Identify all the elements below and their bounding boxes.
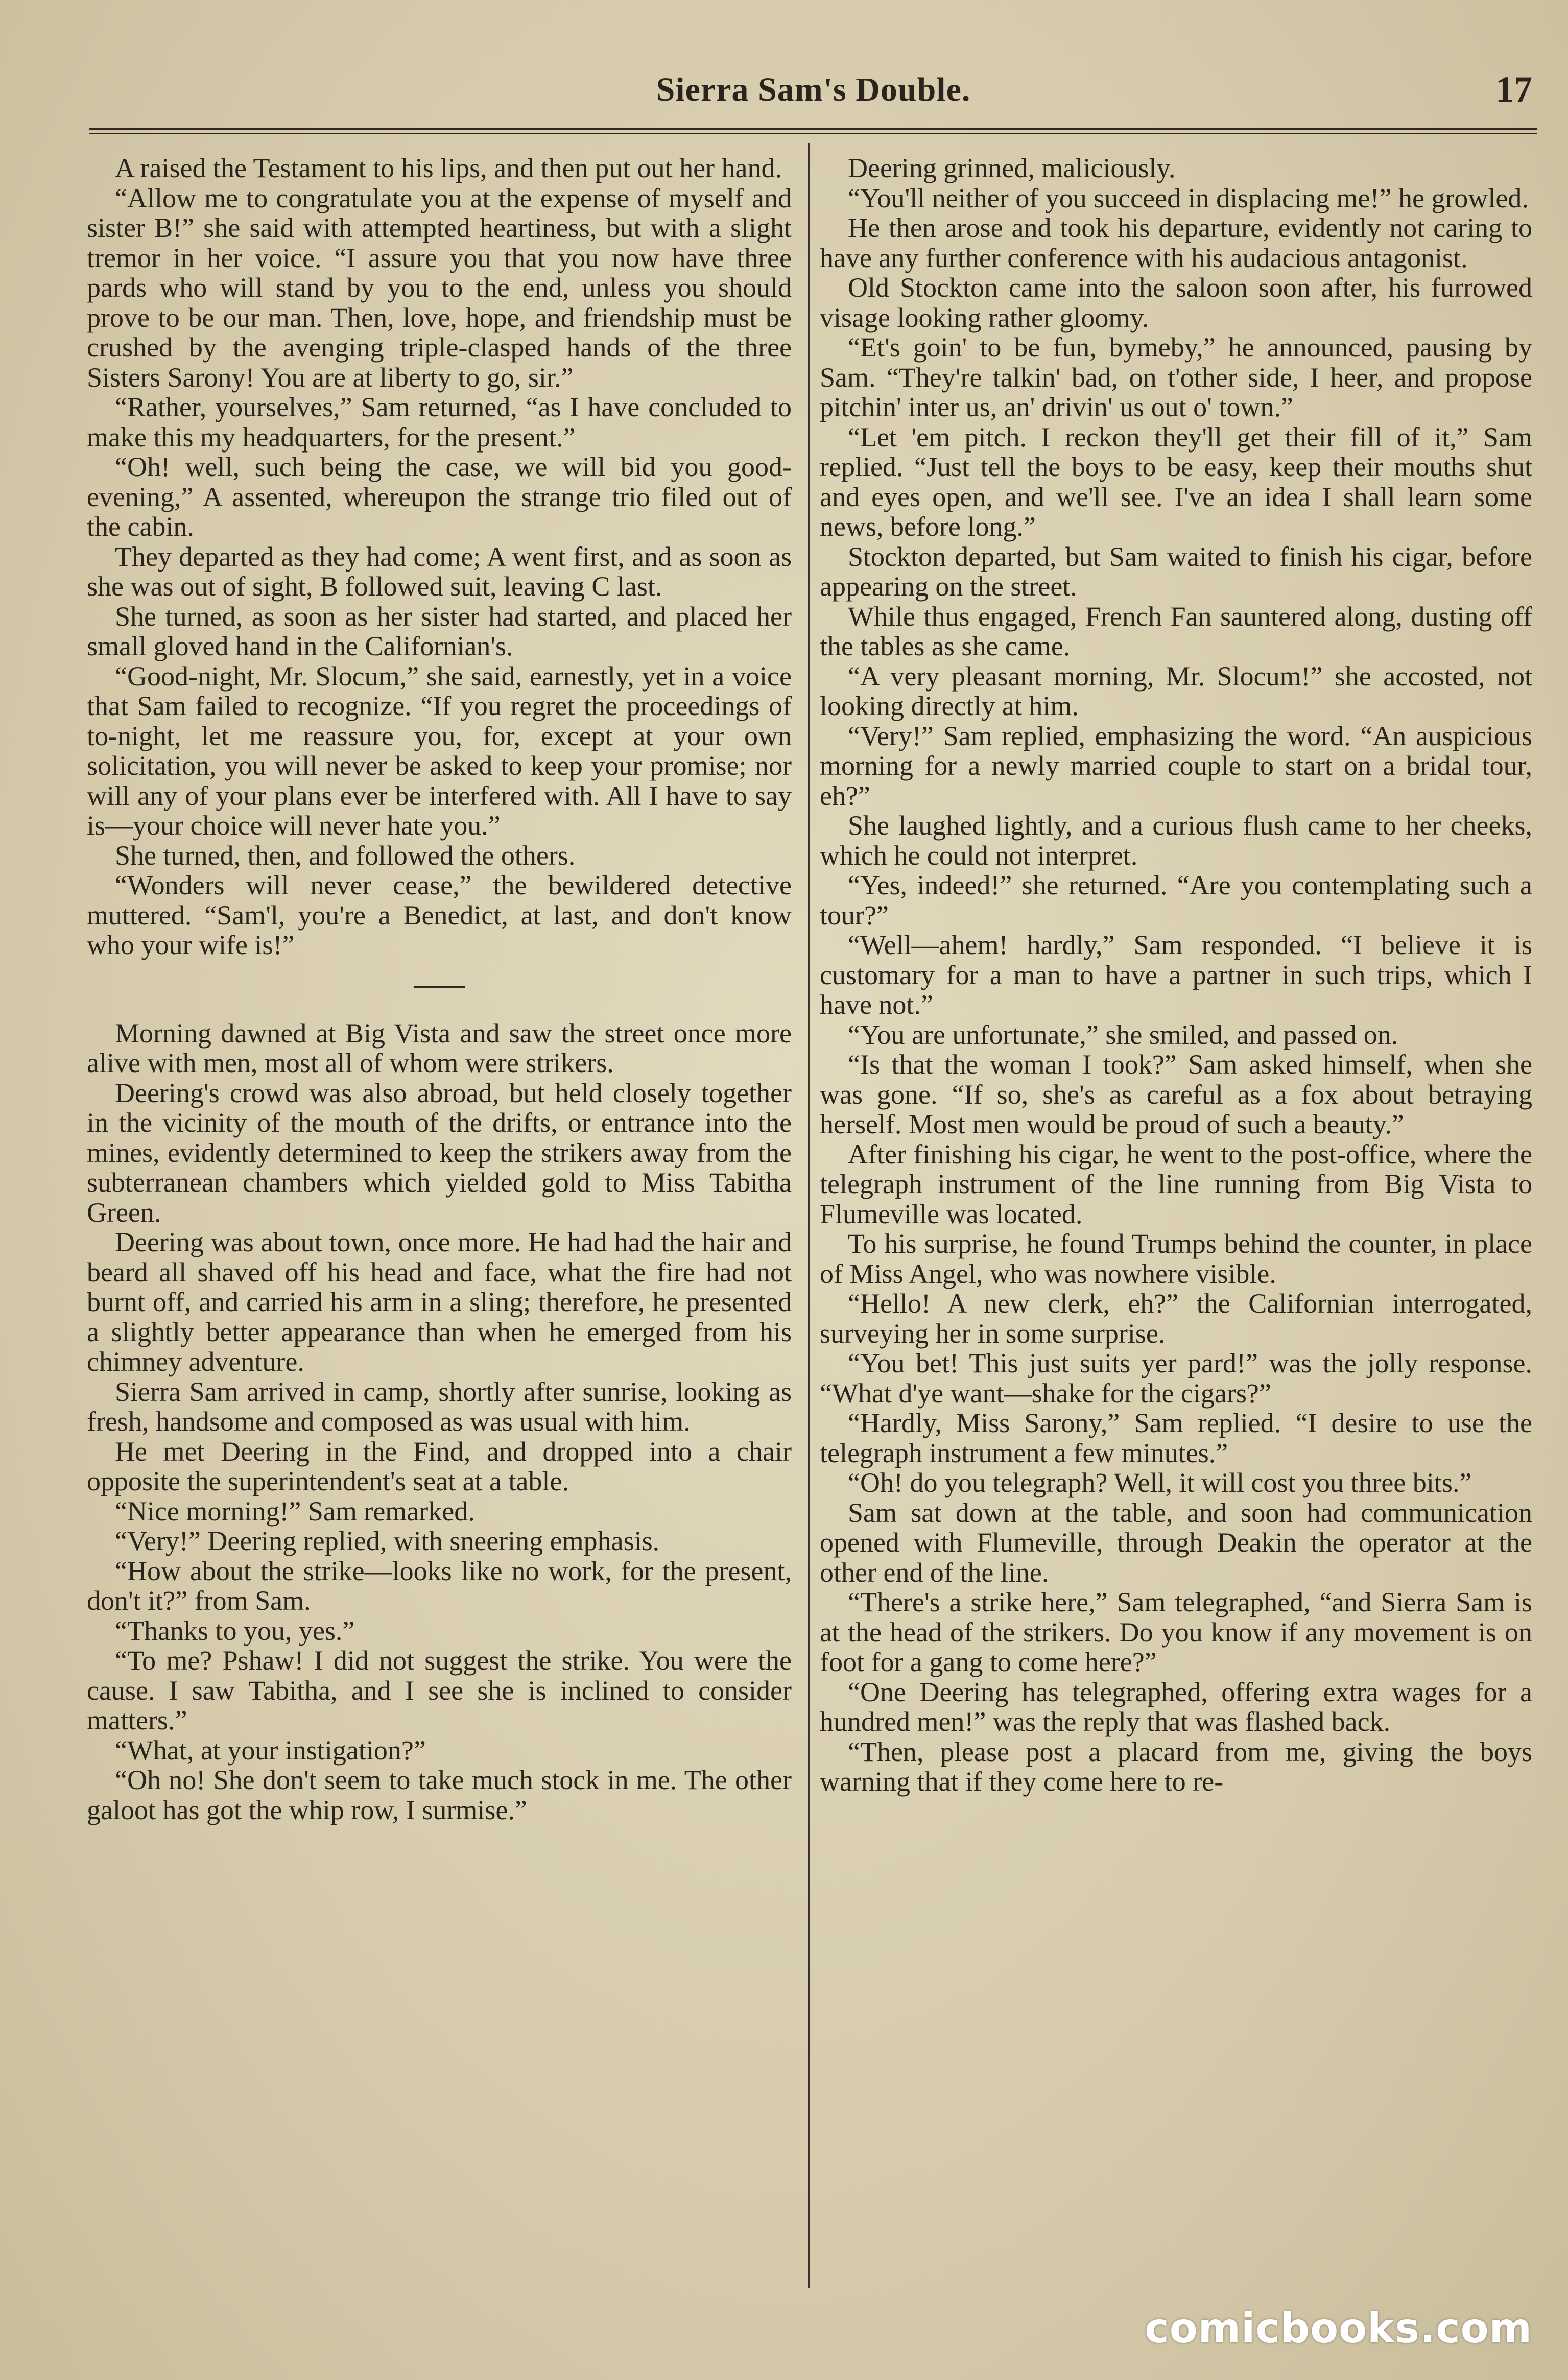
paragraph: “Well—ahem! hardly,” Sam responded. “I believe it is customary for a man to have a partner in such trips, which I have not.” bbox=[820, 930, 1532, 1020]
paragraph: “Allow me to congratulate you at the expense of myself and sister B!” she said with attempted heartiness, but with a slight tremor in her voice. “I assure you that you now have three pards who will stand by you to the end, unless you should prove to be our man. Then, love, hope, and friendship must be crushed by the avenging triple-clasped hands of the three Sisters Sarony! You are at liberty to go, sir.” bbox=[87, 182, 792, 393]
paragraph: “Hardly, Miss Sarony,” Sam replied. “I desire to use the telegraph instrument a few minutes.” bbox=[820, 1408, 1532, 1468]
paragraph: “Oh! well, such being the case, we will bid you good-evening,” A assented, whereupon the strange trio filed out of the cabin. bbox=[87, 451, 792, 542]
page-number: 17 bbox=[1495, 69, 1532, 110]
paragraph: “You'll neither of you succeed in displacing me!” he growled. bbox=[848, 182, 1529, 213]
right-column bbox=[820, 153, 1532, 1797]
paragraph: Deering's crowd was also abroad, but held closely together in the vicinity of the mouth of the drifts, or entrance into the mines, evidently determined to keep the strikers away from the subterranean chambers which yielded gold to Miss Tabitha Green. bbox=[87, 1077, 792, 1228]
paragraph: She turned, then, and followed the others. bbox=[115, 840, 576, 871]
paragraph: He then arose and took his departure, evidently not caring to have any further conference with his audacious antagonist. bbox=[820, 212, 1532, 273]
paragraph: “To me? Pshaw! I did not suggest the strike. You were the cause. I saw Tabitha, and I see she is inclined to consider matters.” bbox=[87, 1645, 792, 1735]
paragraph: “What, at your instigation?” bbox=[115, 1734, 426, 1766]
left-column bbox=[87, 153, 792, 1825]
paragraph: “You bet! This just suits yer pard!” was the jolly response. “What d'ye want—shake for the cigars?” bbox=[820, 1348, 1532, 1409]
paragraph: “Rather, yourselves,” Sam returned, “as I have concluded to make this my headquarters, for the present.” bbox=[87, 392, 792, 453]
paragraph: “Let 'em pitch. I reckon they'll get their fill of it,” Sam replied. “Just tell the boys to be easy, keep their mouths shut and eyes open, and we'll see. I've an idea I shall learn some news, before long.” bbox=[820, 421, 1532, 542]
column-divider bbox=[808, 143, 810, 2288]
paragraph: A raised the Testament to his lips, and then put out her hand. bbox=[115, 153, 782, 183]
paragraph: Sierra Sam arrived in camp, shortly after sunrise, looking as fresh, handsome and composed as was usual with him. bbox=[87, 1376, 792, 1437]
paragraph: Morning dawned at Big Vista and saw the street once more alive with men, most all of whom were strikers. bbox=[87, 1017, 792, 1078]
page-header bbox=[89, 66, 1537, 128]
running-title: Sierra Sam's Double. bbox=[656, 71, 971, 108]
paragraph: “You are unfortunate,” she smiled, and passed on. bbox=[848, 1019, 1398, 1050]
paragraph: “Oh! do you telegraph? Well, it will cost you three bits.” bbox=[848, 1467, 1472, 1498]
paragraph: “One Deering has telegraphed, offering extra wages for a hundred men!” was the reply that was flashed back. bbox=[820, 1676, 1532, 1737]
left-column-part-1 bbox=[87, 153, 792, 960]
right-column-body bbox=[820, 153, 1532, 1797]
paragraph: “Wonders will never cease,” the bewildered detective muttered. “Sam'l, you're a Benedict, at last, and don't know who your wife is!” bbox=[87, 870, 792, 960]
paragraph: “Is that the woman I took?” Sam asked himself, when she was gone. “If so, she's as careful as a fox about betraying herself. Most men would be proud of such a beauty.” bbox=[820, 1049, 1532, 1139]
paragraph: Deering grinned, maliciously. bbox=[848, 153, 1176, 183]
watermark: comicbooks.com bbox=[1145, 2304, 1532, 2352]
paragraph: They departed as they had come; A went first, and as soon as she was out of sight, B followed suit, leaving C last. bbox=[87, 541, 792, 602]
paragraph: Deering was about town, once more. He had had the hair and beard all shaved off his head and face, what the fire had not burnt off, and carried his arm in a sling; therefore, he presented a slightly better appearance than when he emerged from his chimney adventure. bbox=[87, 1227, 792, 1377]
paragraph: Stockton departed, but Sam waited to finish his cigar, before appearing on the street. bbox=[820, 541, 1532, 602]
paragraph: Sam sat down at the table, and soon had communication opened with Flumeville, through Deakin the operator at the other end of the line. bbox=[820, 1497, 1532, 1588]
paragraph: “Thanks to you, yes.” bbox=[115, 1615, 355, 1646]
paragraph: While thus engaged, French Fan sauntered along, dusting off the tables as she came. bbox=[820, 601, 1532, 661]
paragraph: “Very!” Sam replied, emphasizing the word. “An auspicious morning for a newly married couple to start on a bridal tour, eh?” bbox=[820, 720, 1532, 811]
paragraph: “Very!” Deering replied, with sneering emphasis. bbox=[115, 1526, 660, 1556]
paragraph: She turned, as soon as her sister had started, and placed her small gloved hand in the Californian's. bbox=[87, 601, 792, 661]
paragraph: She laughed lightly, and a curious flush came to her cheeks, which he could not interpret. bbox=[820, 810, 1532, 871]
paragraph: Old Stockton came into the saloon soon after, his furrowed visage looking rather gloomy. bbox=[820, 272, 1532, 333]
paragraph: He met Deering in the Find, and dropped into a chair opposite the superintendent's seat at a table. bbox=[87, 1436, 792, 1496]
paragraph: “Nice morning!” Sam remarked. bbox=[115, 1495, 475, 1527]
paragraph: “Yes, indeed!” she returned. “Are you contemplating such a tour?” bbox=[820, 870, 1532, 931]
scene-break-rule bbox=[414, 986, 465, 988]
paragraph: “Hello! A new clerk, eh?” the Californian interrogated, surveying her in some surprise. bbox=[820, 1288, 1532, 1349]
paragraph: “How about the strike—looks like no work, for the present, don't it?” from Sam. bbox=[87, 1555, 792, 1616]
paragraph: “Then, please post a placard from me, giving the boys warning that if they come here to re- bbox=[820, 1736, 1532, 1797]
header-rule bbox=[89, 128, 1537, 134]
paragraph: “Oh no! She don't seem to take much stock in me. The other galoot has got the whip row, I surmise.” bbox=[87, 1765, 792, 1825]
paragraph: “A very pleasant morning, Mr. Slocum!” she accosted, not looking directly at him. bbox=[820, 660, 1532, 721]
paragraph: After finishing his cigar, he went to the post-office, where the telegraph instrument of the line running from Big Vista to Flumeville was located. bbox=[820, 1138, 1532, 1229]
paragraph: “Good-night, Mr. Slocum,” she said, earnestly, yet in a voice that Sam failed to recognize. “If you regret the proceedings of to-night, let me reassure you, for, except at your own solicitation, you will never be asked to keep your promise; nor will any of your plans ever be interfered with. All I have to say is—your choice will never hate you.” bbox=[87, 660, 792, 841]
paragraph: “There's a strike here,” Sam telegraphed, “and Sierra Sam is at the head of the strikers. Do you know if any movement is on foot for a gang to come here?” bbox=[820, 1587, 1532, 1677]
paragraph: To his surprise, he found Trumps behind the counter, in place of Miss Angel, who was nowhere visible. bbox=[820, 1228, 1532, 1289]
left-column-part-2 bbox=[87, 1018, 792, 1825]
paragraph: “Et's goin' to be fun, bymeby,” he announced, pausing by Sam. “They're talkin' bad, on t'other side, I heer, and propose pitchin' inter us, an' drivin' us out o' town.” bbox=[820, 332, 1532, 422]
